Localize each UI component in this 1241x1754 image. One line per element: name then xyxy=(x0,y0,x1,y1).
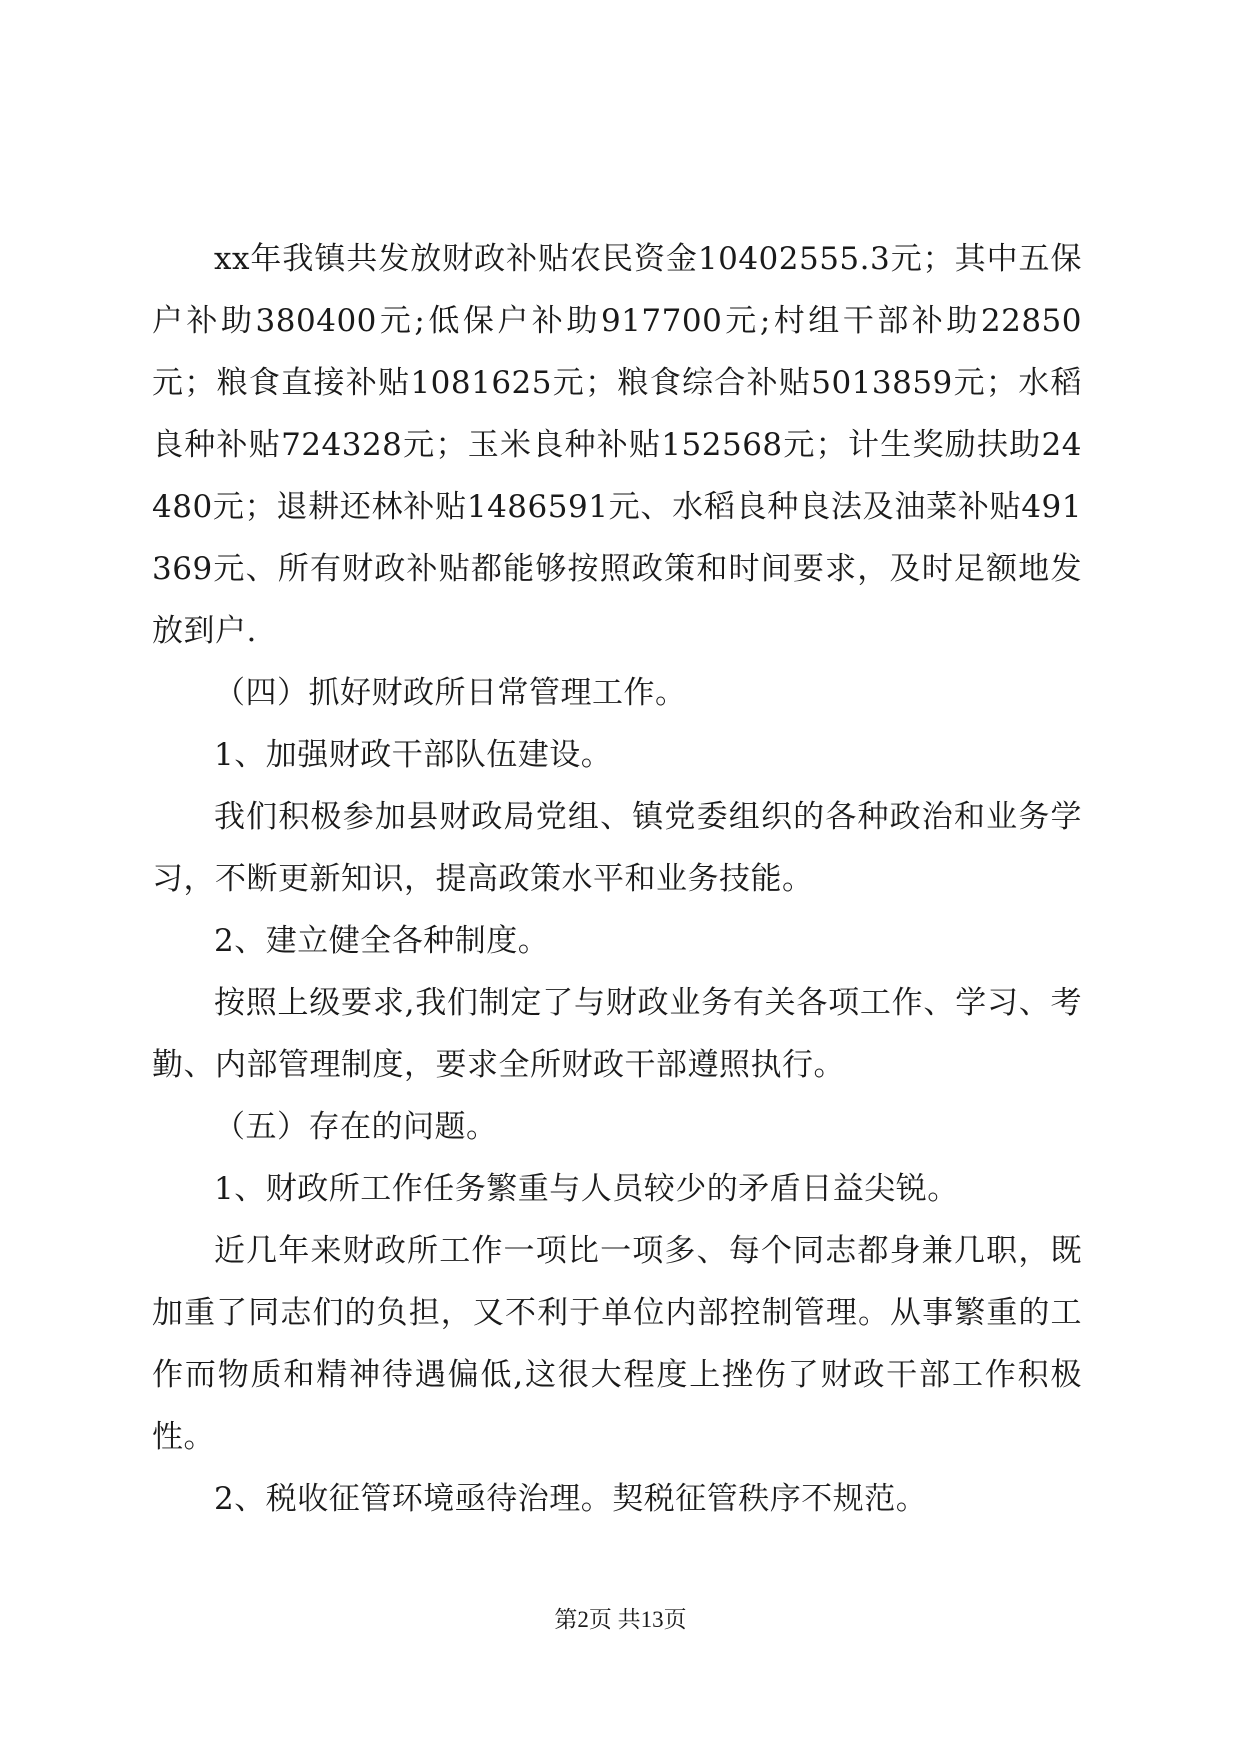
paragraph-regulations: 按照上级要求,我们制定了与财政业务有关各项工作、学习、考勤、内部管理制度，要求全所财政干部遵照执行。 xyxy=(152,985,1082,1083)
subheading-systems: 2、建立健全各种制度。 xyxy=(214,923,550,959)
document-body xyxy=(152,228,1082,1530)
subheading-workload: 1、财政所工作任务繁重与人员较少的矛盾日益尖锐。 xyxy=(214,1171,959,1207)
subheading-team-building: 1、加强财政干部队伍建设。 xyxy=(214,737,613,773)
paragraph-subsidy-summary: xx年我镇共发放财政补贴农民资金10402555.3元；其中五保户补助380400元;低保户补助917700元;村组干部补助22850元；粮食直接补贴1081625元；粮食综合补贴5013859元；水稻良种补贴724328元；玉米良种补贴152568元；计生奖励扶助24480元；退耕还林补贴1486591元、水稻良种良法及油菜补贴491369元、所有财政补贴都能够按照政策和时间要求，及时足额地发放到户. xyxy=(152,241,1082,649)
paragraph-workload: 近几年来财政所工作一项比一项多、每个同志都身兼几职，既加重了同志们的负担，又不利于单位内部控制管理。从事繁重的工作而物质和精神待遇偏低,这很大程度上挫伤了财政干部工作积极性。 xyxy=(152,1233,1082,1455)
section-heading-five: （五）存在的问题。 xyxy=(214,1109,498,1145)
page-number-footer: 第2页 共13页 xyxy=(554,1607,687,1632)
section-heading-four: （四）抓好财政所日常管理工作。 xyxy=(214,675,687,711)
subheading-tax: 2、税收征管环境亟待治理。契税征管秩序不规范。 xyxy=(214,1481,928,1517)
paragraph-study: 我们积极参加县财政局党组、镇党委组织的各种政治和业务学习，不断更新知识，提高政策水平和业务技能。 xyxy=(152,799,1082,897)
